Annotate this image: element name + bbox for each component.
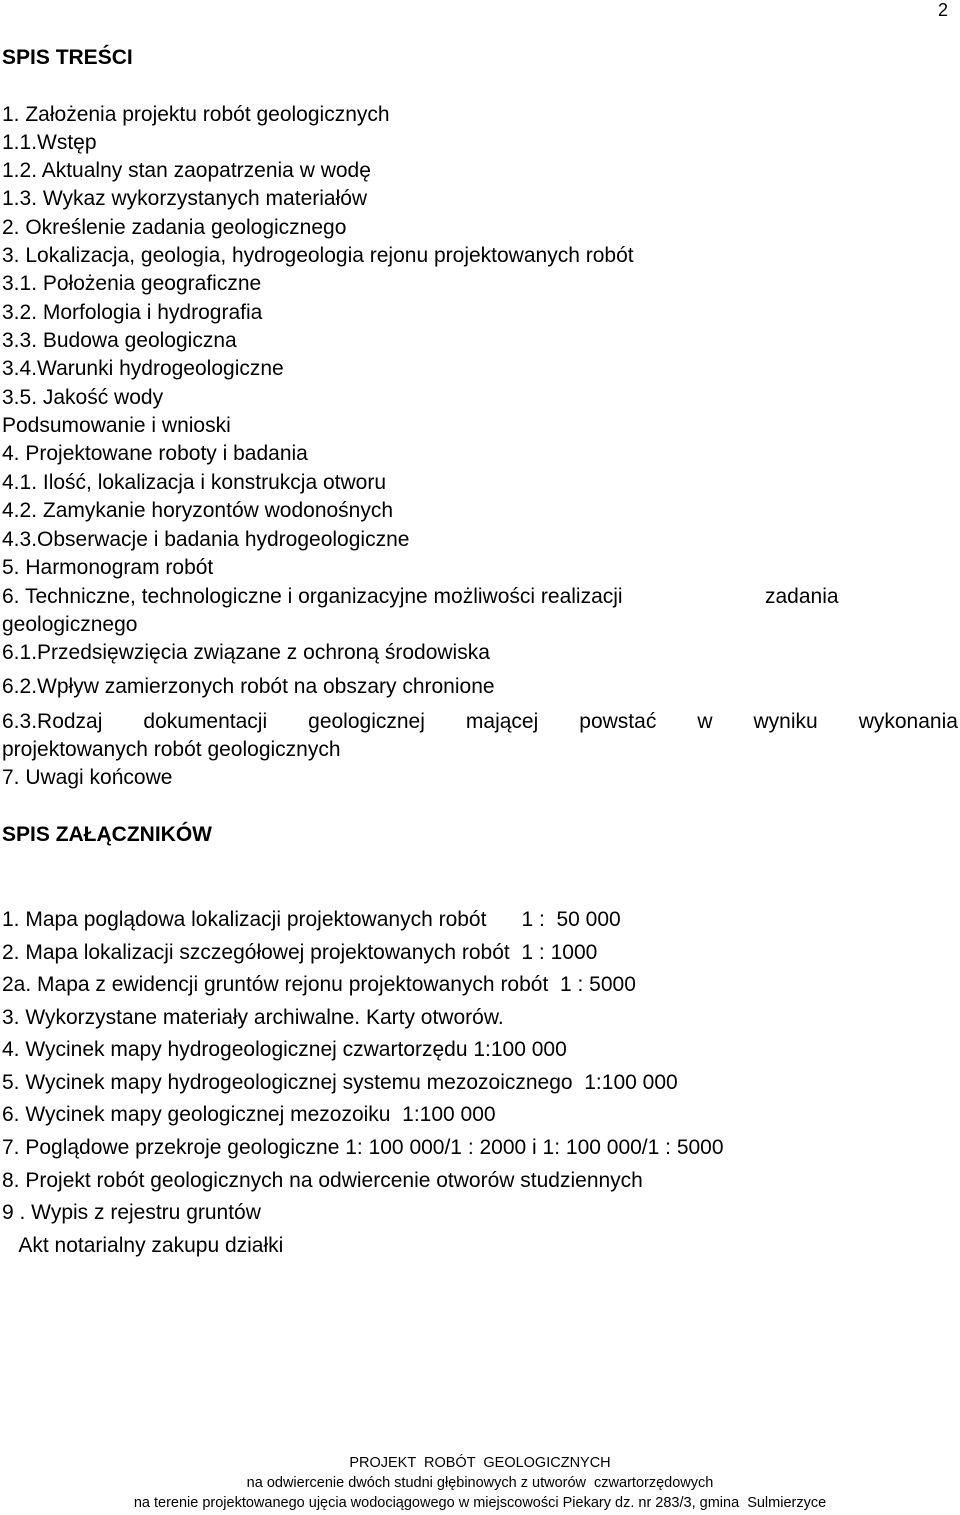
attachment-item: 8. Projekt robót geologicznych na odwiercenie otworów studziennych — [2, 1169, 643, 1192]
toc-item: 4.2. Zamykanie horyzontów wodonośnych — [2, 499, 394, 522]
toc-item: 1.1.Wstęp — [2, 131, 97, 154]
attachments-heading: SPIS ZAŁĄCZNIKÓW — [2, 823, 212, 846]
attachment-item: 7. Poglądowe przekroje geologiczne 1: 100 000/1 : 2000 i 1: 100 000/1 : 5000 — [2, 1136, 724, 1159]
toc-word: powstać — [579, 710, 657, 733]
attachment-item: 1. Mapa poglądowa lokalizacji projektowanych robót 1 : 50 000 — [2, 908, 621, 931]
attachment-item: Akt notarialny zakupu działki — [2, 1234, 284, 1257]
toc-item: 3.4.Warunki hydrogeologiczne — [2, 357, 284, 380]
toc-item: 4.1. Ilość, lokalizacja i konstrukcja otworu — [2, 471, 386, 494]
toc-item: 3. Lokalizacja, geologia, hydrogeologia rejonu projektowanych robót — [2, 244, 634, 267]
toc-word: geologicznej — [308, 710, 425, 733]
toc-item: 7. Uwagi końcowe — [2, 766, 173, 789]
toc-item: 5. Harmonogram robót — [2, 556, 214, 579]
toc-item: 1.3. Wykaz wykorzystanych materiałów — [2, 187, 368, 210]
toc-word: 6.3.Rodzaj — [2, 710, 103, 733]
toc-item: 3.3. Budowa geologiczna — [2, 329, 237, 352]
toc-item: projektowanych robót geologicznych — [2, 738, 341, 761]
attachment-item: 2. Mapa lokalizacji szczegółowej projektowanych robót 1 : 1000 — [2, 941, 598, 964]
footer-title: PROJEKT ROBÓT GEOLOGICZNYCH — [349, 1455, 611, 1471]
toc-item: 6.1.Przedsięwzięcia związane z ochroną środowiska — [2, 641, 490, 664]
toc-word: w — [697, 710, 713, 733]
page-number: 2 — [937, 0, 948, 20]
toc-item: 4. Projektowane roboty i badania — [2, 442, 308, 465]
toc-item: 3.5. Jakość wody — [2, 386, 164, 409]
toc-item: 1. Założenia projektu robót geologicznych — [2, 103, 390, 126]
toc-item: 6. Techniczne, technologiczne i organizacyjne możliwości realizacji — [2, 585, 623, 608]
attachment-item: 9 . Wypis z rejestru gruntów — [2, 1201, 261, 1224]
toc-item: 6.2.Wpływ zamierzonych robót na obszary chronione — [2, 675, 495, 698]
toc-word: wykonania — [858, 710, 958, 733]
toc-item-justified — [2, 710, 958, 734]
toc-item: geologicznego — [2, 613, 138, 636]
footer-line-2: na terenie projektowanego ujęcia wodociągowego w miejscowości Piekary dz. nr 283/3, gmina Sulmierzyce — [133, 1495, 827, 1511]
attachment-item: 6. Wycinek mapy geologicznej mezozoiku 1:100 000 — [2, 1103, 496, 1126]
toc-item: 4.3.Obserwacje i badania hydrogeologiczne — [2, 528, 410, 551]
attachment-item: 5. Wycinek mapy hydrogeologicznej systemu mezozoicznego 1:100 000 — [2, 1071, 678, 1094]
toc-item: 1.2. Aktualny stan zaopatrzenia w wodę — [2, 159, 371, 182]
toc-word: mającej — [465, 710, 539, 733]
toc-item: 3.1. Położenia geograficzne — [2, 272, 262, 295]
footer-line-1: na odwiercenie dwóch studni głębinowych z utworów czwartorzędowych — [246, 1475, 714, 1491]
attachment-item: 3. Wykorzystane materiały archiwalne. Karty otworów. — [2, 1006, 504, 1029]
attachment-item: 4. Wycinek mapy hydrogeologicznej czwartorzędu 1:100 000 — [2, 1038, 567, 1061]
toc-heading: SPIS TREŚCI — [2, 46, 133, 69]
attachment-item: 2a. Mapa z ewidencji gruntów rejonu projektowanych robót 1 : 5000 — [2, 973, 636, 996]
toc-word: dokumentacji — [143, 710, 268, 733]
toc-word: wyniku — [753, 710, 818, 733]
toc-item: 2. Określenie zadania geologicznego — [2, 216, 347, 239]
toc-item: 3.2. Morfologia i hydrografia — [2, 301, 263, 324]
toc-item: Podsumowanie i wnioski — [2, 414, 231, 437]
toc-item: zadania — [765, 585, 839, 608]
